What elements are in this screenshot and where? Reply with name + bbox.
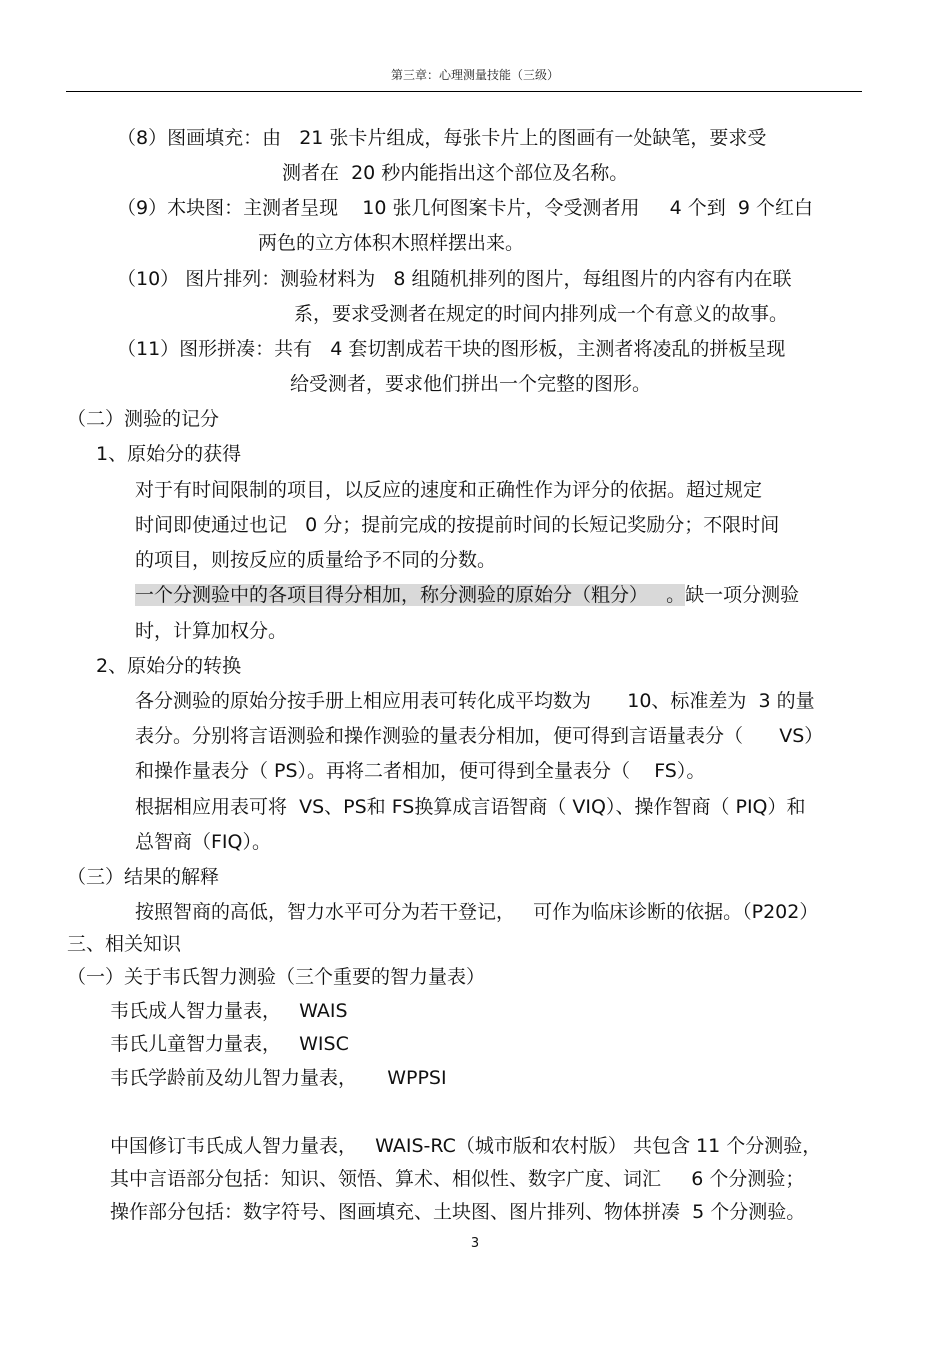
text-line: 中国修订韦氏成人智力量表， WAIS-RC（城市版和农村版） 共包含 11 个分测验， [110, 1135, 822, 1157]
text-line: （10） 图片排列：测验材料为 8 组随机排列的图片，每组图片的内容有内在联 [117, 268, 792, 290]
text-line: 各分测验的原始分按手册上相应用表可转化成平均数为 10、标准差为 3 的量 [135, 690, 815, 712]
text-line: 对于有时间限制的项目，以反应的速度和正确性作为评分的依据。超过规定 [135, 479, 763, 501]
text-line: （11）图形拼凑：共有 4 套切割成若干块的图形板，主测者将凌乱的拼板呈现 [117, 338, 786, 360]
text-line [135, 582, 799, 608]
text-line: 给受测者，要求他们拼出一个完整的图形。 [290, 373, 652, 395]
subsection-heading: 2、原始分的转换 [96, 655, 242, 677]
text-line: 表分。分别将言语测验和操作测验的量表分相加，便可得到言语量表分（ VS） [135, 725, 824, 747]
text-line: 两色的立方体积木照样摆出来。 [258, 232, 525, 254]
section-heading: （二）测验的记分 [67, 408, 220, 430]
subsection-heading: 1、原始分的获得 [96, 443, 242, 465]
text-line: 按照智商的高低，智力水平可分为若干登记， 可作为临床诊断的依据。（P202） [135, 901, 819, 923]
chapter-heading: 三、相关知识 [67, 933, 182, 955]
section-heading: （三）结果的解释 [67, 866, 220, 888]
text-line: （8）图画填充：由 21 张卡片组成，每张卡片上的图画有一处缺笔，要求受 [117, 127, 767, 149]
text-line: 总智商（FIQ）。 [135, 831, 271, 853]
text-line: 的项目，则按反应的质量给予不同的分数。 [135, 549, 497, 571]
header-rule [66, 91, 862, 92]
text-line: 根据相应用表可将 VS、PS和 FS换算成言语智商（ VIQ）、操作智商（ PIQ）和 [135, 796, 806, 818]
page-header: 第三章：心理测量技能（三级） [390, 68, 559, 82]
text-line: 和操作量表分（ PS）。再将二者相加，便可得到全量表分（ FS）。 [135, 760, 706, 782]
text-line: 韦氏成人智力量表， WAIS [110, 1000, 348, 1022]
text-line: 韦氏儿童智力量表， WISC [110, 1033, 349, 1055]
section-heading: （一）关于韦氏智力测验（三个重要的智力量表） [67, 966, 486, 988]
text-line: 测者在 20 秒内能指出这个部位及名称。 [282, 162, 629, 184]
text-line: 其中言语部分包括：知识、领悟、算术、相似性、数字广度、词汇 6 个分测验； [110, 1168, 805, 1190]
text-line: 韦氏学龄前及幼儿智力量表， WPPSI [110, 1067, 447, 1089]
page-number: 3 [470, 1236, 480, 1251]
text-line: 操作部分包括：数字符号、图画填充、土块图、图片排列、物体拼凑 5 个分测验。 [110, 1201, 806, 1223]
text-line-tail: 缺一项分测验 [685, 584, 800, 606]
text-line: 时，计算加权分。 [135, 620, 288, 642]
text-line: 时间即使通过也记 0 分；提前完成的按提前时间的长短记奖励分；不限时间 [135, 514, 780, 536]
highlighted-text: 一个分测验中的各项目得分相加，称分测验的原始分（粗分） 。 [135, 584, 686, 606]
text-line: （9）木块图：主测者呈现 10 张几何图案卡片，令受测者用 4 个到 9 个红白 [117, 197, 813, 219]
text-line: 系，要求受测者在规定的时间内排列成一个有意义的故事。 [294, 303, 789, 325]
